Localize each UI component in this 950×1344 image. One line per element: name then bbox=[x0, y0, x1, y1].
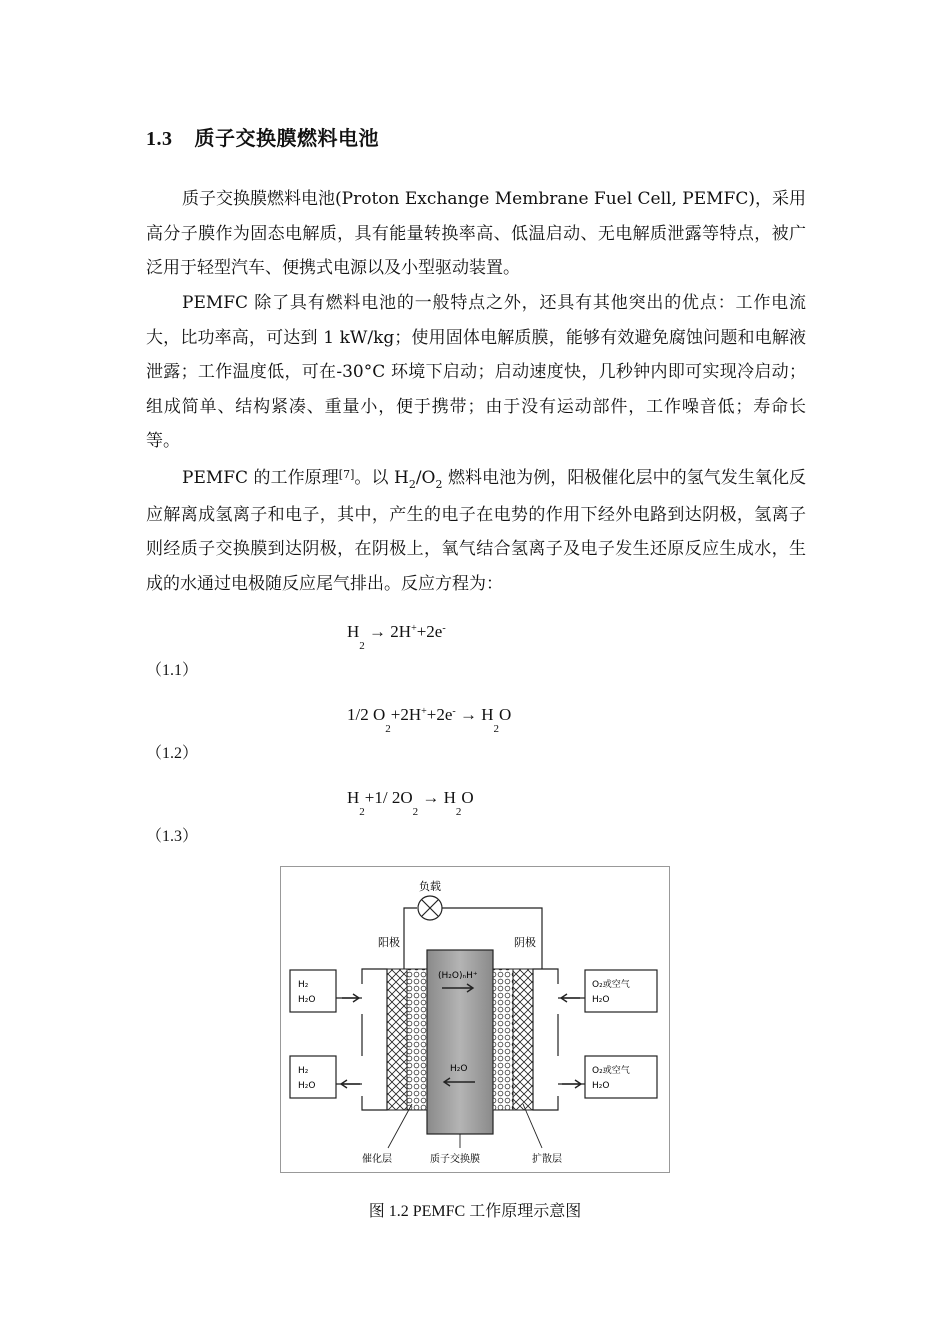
cathode-inlet-box bbox=[585, 970, 657, 1012]
equation-1-3: $H_2+1/$ $2O_2 \to H_2O$ bbox=[347, 788, 474, 818]
equation-1-2: 1/2 $O_2+2H^++2e^- \to H_2O$ bbox=[347, 705, 512, 735]
label-catalyst: 催化层 bbox=[362, 1154, 392, 1165]
svg-text:O₂或空气: O₂或空气 bbox=[592, 1066, 630, 1076]
svg-text:H₂O: H₂O bbox=[298, 1081, 316, 1091]
citation: [7] bbox=[338, 468, 355, 481]
cathode-label: 阴极 bbox=[514, 936, 536, 949]
paragraph-advantages: PEMFC 除了具有燃料电池的一般特点之外，还具有其他突出的优点：工作电流大，比功率高，可达到 1 kW/kg；使用固体电解质膜，能够有效避免腐蚀问题和电解液泄露；工作温度低，可在-30°C 环境下启动；启动速度快，几秒钟内即可实现冷启动；组成简单、结构紧凑、重量小，便于携带；由于没有运动部件，工作噪音低；寿命长等。 bbox=[146, 293, 806, 451]
anode-catalyst-layer bbox=[407, 969, 427, 1110]
paragraph-principle: PEMFC 的工作原理[7]。以 $H_2/O_2$ 燃料电池为例，阳极催化层中的氢气发生氧化反应解离成氢离子和电子，其中，产生的电子在电势的作用下经外电路到达阴极，氢离子则经质子交换膜到达阴极，在阴极上，氧气结合氢离子及电子发生还原反应生成水，生成的水通过电极随反应尾气排出。反应方程为： bbox=[146, 468, 807, 594]
pemfc-diagram bbox=[280, 866, 670, 1173]
svg-text:H₂: H₂ bbox=[298, 1066, 309, 1076]
figure-caption: 图 1.2 PEMFC 工作原理示意图 bbox=[368, 1203, 582, 1220]
equation-number-1-3: （1.3） bbox=[146, 828, 199, 845]
anode-inlet-box bbox=[290, 970, 336, 1012]
cathode-catalyst-layer bbox=[493, 969, 513, 1110]
label-diffusion: 扩散层 bbox=[532, 1154, 562, 1165]
section-title: 质子交换膜燃料电池 bbox=[194, 126, 379, 150]
cathode-outlet-box bbox=[585, 1056, 657, 1098]
svg-text:H₂: H₂ bbox=[298, 980, 309, 990]
equation-1-1: $H_2 \to 2H^++2e^-$ bbox=[347, 622, 446, 652]
cathode-diffusion-layer bbox=[513, 969, 533, 1110]
svg-text:(H₂O)ₙH⁺: (H₂O)ₙH⁺ bbox=[438, 971, 478, 981]
paragraph-intro: 质子交换膜燃料电池(Proton Exchange Membrane Fuel Cell, PEMFC)，采用高分子膜作为固态电解质，具有能量转换率高、低温启动、无电解质泄露等特点，被广泛用于轻型汽车、便携式电源以及小型驱动装置。 bbox=[146, 189, 806, 278]
anode-outlet-box bbox=[290, 1056, 336, 1098]
anode-diffusion-layer bbox=[387, 969, 407, 1110]
svg-text:H₂O: H₂O bbox=[592, 1081, 610, 1091]
equation-number-1-1: （1.1） bbox=[146, 662, 199, 679]
section-heading bbox=[146, 122, 379, 151]
equation-number-1-2: （1.2） bbox=[146, 745, 199, 762]
section-number: 1.3 bbox=[146, 128, 173, 150]
anode-label: 阳极 bbox=[378, 936, 400, 949]
svg-text:O₂或空气: O₂或空气 bbox=[592, 980, 630, 990]
load-icon bbox=[418, 896, 442, 920]
svg-text:H₂O: H₂O bbox=[592, 995, 610, 1005]
label-membrane: 质子交换膜 bbox=[430, 1154, 480, 1165]
svg-text:H₂O: H₂O bbox=[298, 995, 316, 1005]
load-label: 负载 bbox=[419, 880, 441, 893]
svg-text:H₂O: H₂O bbox=[450, 1064, 468, 1074]
